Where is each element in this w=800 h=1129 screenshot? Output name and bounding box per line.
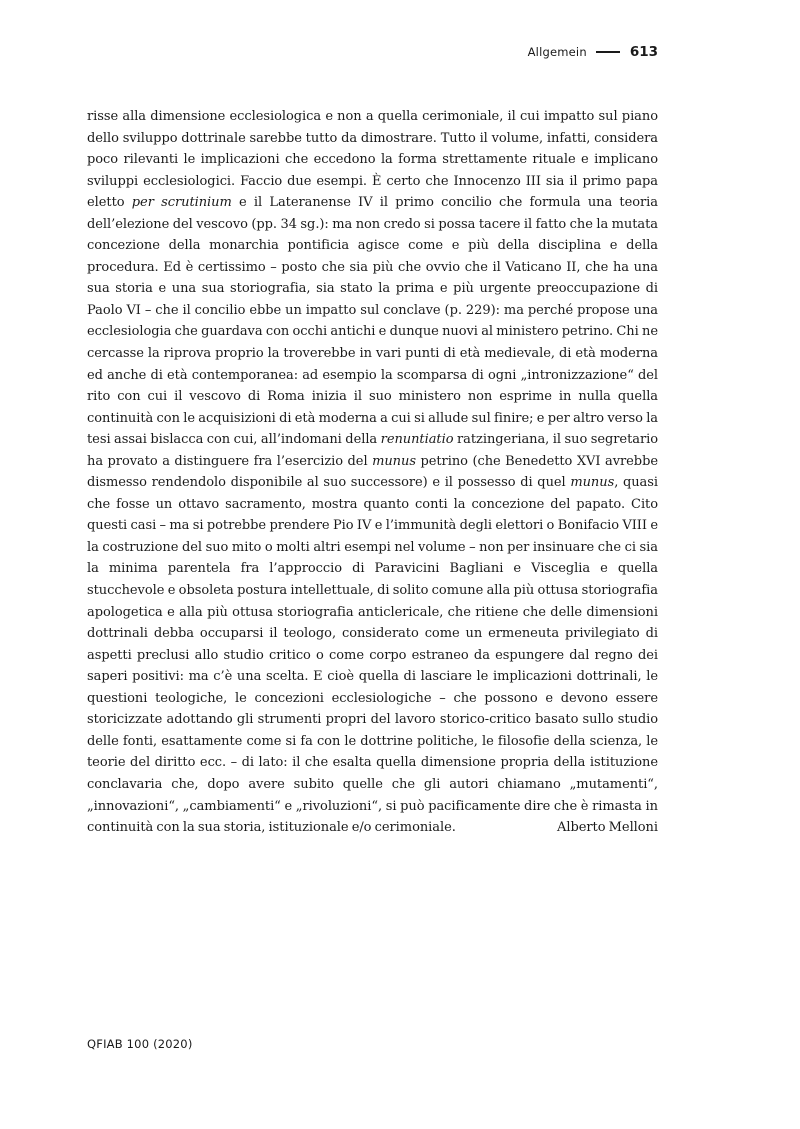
page-number: 613 [629, 44, 658, 60]
main-text [87, 106, 658, 839]
section-label: Allgemein [527, 45, 587, 59]
italic-term: renuntiatio [380, 432, 454, 448]
italic-term: munus [570, 475, 615, 491]
header-rule [596, 51, 620, 53]
text-segment: , quasi che fosse un ottavo sacramento, mostra quanto conti la concezione del papato. Cito questi casi – ma si potrebbe prendere Pio IV e l’immunità degli elettori o Bonifacio VIII e la costruzione del suo mito o molti altri esempi nel volume – non per insinuare che ci sia la minima parentela fra l’approccio di Paravicini Bagliani e Visceglia e quella stucchevole e obsoleta postura intellettuale, di solito comune alla più ottusa storiografia apologetica e alla più ottusa storiografia anticlericale, che ritiene che delle dimensioni dottrinali debba occuparsi il teologo, considerato come un ermeneuta privilegiato di aspetti preclusi allo studio critico o come corpo estraneo da espungere dal regno dei saperi positivi: ma c’è una scelta. E cioè quella di lasciare le implicazioni dottrinali, le questioni teologiche, le concezioni ecclesiologiche – che possono e devono essere storicizzate adottando gli strumenti propri del lavoro storico-critico basato sullo studio delle fonti, esattamente come si fa con le dottrine politiche, le filosofie della scienza, le teorie del diritto ecc. – di lato: il che esalta quella dimensione propria della istituzione conclavaria che, dopo avere subito quelle che gli autori chiamano „mutamenti“, „innovazioni“, „cambiamenti“ e „rivoluzioni“, si può pacificamente dire che è rimasta in continuità con la sua storia, istituzionale e/o cerimoniale. [87, 475, 658, 836]
journal-footer: QFIAB 100 (2020) [87, 1037, 193, 1051]
author-signature: Alberto Melloni [557, 820, 658, 836]
running-head [528, 44, 658, 60]
review-paragraph [87, 106, 658, 839]
italic-term: per scrutinium [131, 195, 232, 211]
text-segment: risse alla dimensione ecclesiologica e non a quella cerimoniale, il cui impatto sul piano dello sviluppo dottrinale sarebbe tutto da dimostrare. Tutto il volume, infatti, considera poco rilevanti le implicazioni che eccedono la forma strettamente rituale e implicano sviluppi ecclesiologici. Faccio due esempi. È certo che Innocenzo III sia il primo papa eletto [87, 109, 658, 211]
italic-term: munus [372, 453, 416, 469]
text-segment: ratzingeriana, il suo segretario ha provato a distinguere fra l’esercizio del [87, 432, 658, 469]
text-segment: petrino (che Benedetto XVI avrebbe dismesso rendendolo disponibile al suo successore) e il possesso di quel [87, 453, 658, 491]
text-segment: e il Lateranense IV il primo concilio che formula una teoria dell’elezione del vescovo (pp. 34 sg.): ma non credo si possa tacere il fatto che la mutata concezione della monarchia pontificia agisce come e più della disciplina e della procedura. Ed è certissimo – posto che sia più che ovvio che il Vaticano II, che ha una sua storia e una sua storiografia, sia stato la prima e più urgente preoccupazione di Paolo VI – che il concilio ebbe un impatto sul conclave (p. 229): ma perché propose una ecclesiologia che guardava con occhi antichi e dunque nuovi al ministero petrino. Chi ne cercasse la riprova proprio la troverebbe in vari punti di età medievale, di età moderna ed anche di età contemporanea: ad esempio la scomparsa di ogni „intronizzazione“ del rito con cui il vescovo di Roma inizia il suo ministero non esprime in nulla quella continuità con le acquisizioni di età moderna a cui si allude sul finire; e per altro verso la tesi assai bislacca con cui, all’indomani della [87, 195, 658, 448]
